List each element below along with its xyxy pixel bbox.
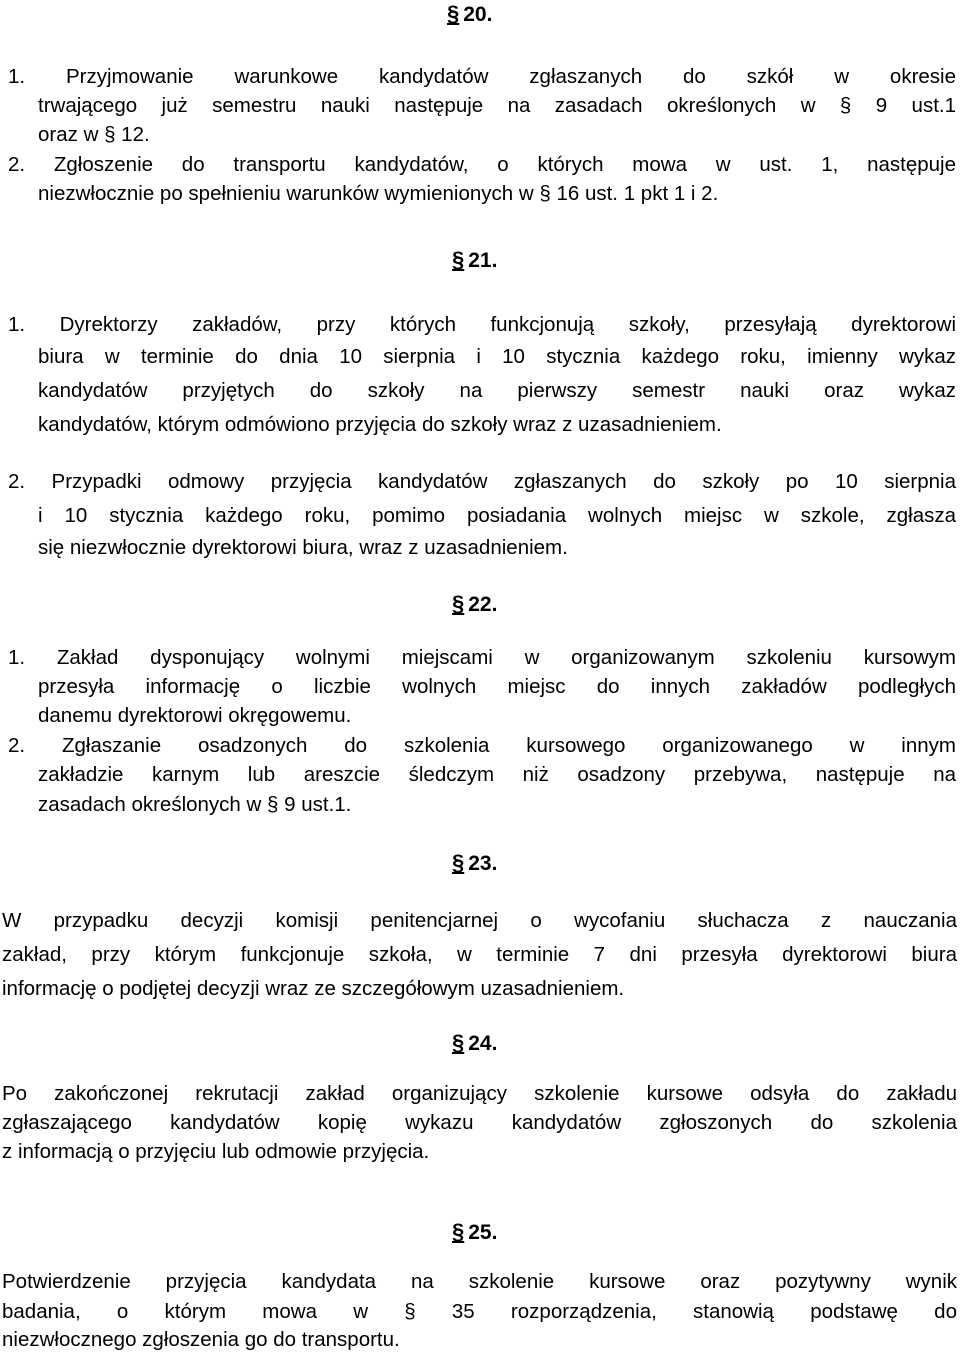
section-number: 24. [468,1032,498,1055]
paragraph-line: i 10 stycznia każdego roku, pomimo posiadania wolnych miejsc w szkole, zgłasza [38,504,956,527]
section-sign: § [452,1219,465,1244]
paragraph-line: biura w terminie do dnia 10 sierpnia i 10 stycznia każdego roku, imienny wykaz [38,345,956,368]
paragraph-line: niezwłocznie po spełnieniu warunków wymienionych w § 16 ust. 1 pkt 1 i 2. [38,182,719,205]
section-heading-22 [452,592,497,617]
paragraph-line: przesyła informację o liczbie wolnych miejsc do innych zakładów podległych [38,675,956,698]
section-sign: § [452,247,465,272]
section-number: 25. [468,1221,498,1244]
section-heading-23 [452,851,497,876]
section-number: 23. [468,852,498,875]
paragraph-line: Po zakończonej rekrutacji zakład organizujący szkolenie kursowe odsyła do zakładu [2,1082,957,1105]
paragraph-line: 2. Zgłaszanie osadzonych do szkolenia kursowego organizowanego w innym [8,734,956,757]
paragraph-line: 1. Dyrektorzy zakładów, przy których funkcjonują szkoły, przesyłają dyrektorowi [8,313,956,336]
paragraph-line: W przypadku decyzji komisji penitencjarnej o wycofaniu słuchacza z nauczania [2,909,957,932]
section-heading-20 [447,2,492,27]
paragraph-line: informację o podjętej decyzji wraz ze szczegółowym uzasadnieniem. [2,977,625,1000]
paragraph-line: się niezwłocznie dyrektorowi biura, wraz z uzasadnieniem. [38,536,568,559]
paragraph-line: oraz w § 12. [38,123,150,146]
paragraph-line: kandydatów, którym odmówiono przyjęcia do szkoły wraz z uzasadnieniem. [38,413,722,436]
paragraph-line: trwającego już semestru nauki następuje na zasadach określonych w § 9 ust.1 [38,94,956,117]
paragraph-line: badania, o którym mowa w § 35 rozporządzenia, stanowią podstawę do [2,1300,957,1323]
paragraph-line: 2. Przypadki odmowy przyjęcia kandydatów zgłaszanych do szkoły po 10 sierpnia [8,470,956,493]
paragraph-line: zakładzie karnym lub areszcie śledczym niż osadzony przebywa, następuje na [38,763,956,786]
section-number: 22. [468,593,498,616]
section-heading-24 [452,1031,497,1056]
paragraph-line: danemu dyrektorowi okręgowemu. [38,704,352,727]
paragraph-line: 2. Zgłoszenie do transportu kandydatów, o których mowa w ust. 1, następuje [8,153,956,176]
paragraph-line: niezwłocznego zgłoszenia go do transportu. [2,1328,400,1351]
section-number: 21. [468,249,498,272]
paragraph-line: kandydatów przyjętych do szkoły na pierwszy semestr nauki oraz wykaz [38,379,956,402]
paragraph-line: zakład, przy którym funkcjonuje szkoła, w terminie 7 dni przesyła dyrektorowi biura [2,943,957,966]
section-heading-21 [452,248,497,273]
paragraph-line: zasadach określonych w § 9 ust.1. [38,793,352,816]
section-sign: § [452,1030,465,1055]
section-sign: § [452,850,465,875]
paragraph-line: 1. Przyjmowanie warunkowe kandydatów zgłaszanych do szkół w okresie [8,65,956,88]
paragraph-line: zgłaszającego kandydatów kopię wykazu kandydatów zgłoszonych do szkolenia [2,1111,957,1134]
section-heading-25 [452,1220,497,1245]
section-sign: § [447,1,460,26]
section-sign: § [452,591,465,616]
section-number: 20. [463,3,493,26]
paragraph-line: Potwierdzenie przyjęcia kandydata na szkolenie kursowe oraz pozytywny wynik [2,1270,957,1293]
paragraph-line: z informacją o przyjęciu lub odmowie przyjęcia. [2,1140,430,1163]
paragraph-line: 1. Zakład dysponujący wolnymi miejscami w organizowanym szkoleniu kursowym [8,646,956,669]
